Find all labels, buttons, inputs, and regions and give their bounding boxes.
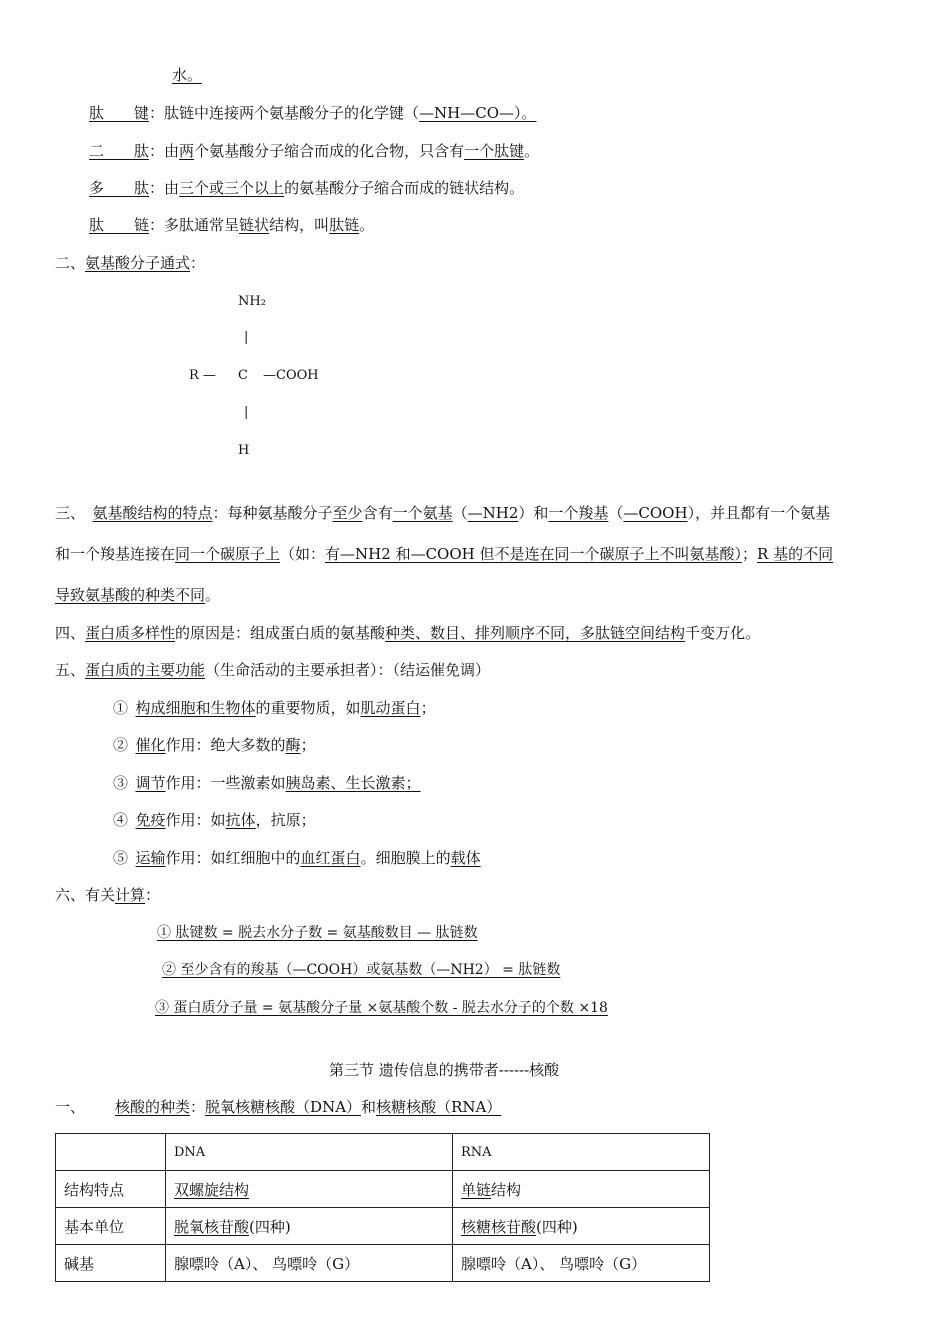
nucleic-acid-types: 一、 核酸的种类：脱氧核糖核酸（DNA）和核糖核酸（RNA） (55, 1098, 502, 1116)
def-taijian: 肽 键：肽链中连接两个氨基酸分子的化学键（—NH—CO—）。 (89, 104, 537, 122)
formula-r: R — (189, 368, 216, 383)
table-cell: 基本单位 (56, 1208, 166, 1245)
term: 肽 链 (89, 216, 150, 234)
def-tailian: 肽 链：多肽通常呈链状结构，叫肽链。 (89, 216, 375, 234)
def-duoti: 多 肽：由三个或三个以上的氨基酸分子缩合而成的链状结构。 (89, 179, 525, 197)
term: 肽 键 (89, 104, 150, 122)
section-title: 第三节 遗传信息的携带者------核酸 (329, 1061, 560, 1079)
formula-bond-top: | (244, 330, 249, 345)
table-cell: 结构特点 (56, 1171, 166, 1208)
section-3-line-2: 和一个羧基连接在同一个碳原子上（如：有—NH2 和—COOH 但不是连在同一个碳原子上不叫氨基酸）；R 基的不同 (55, 545, 834, 563)
function-item-4: ④ 免疫作用：如抗体，抗原； (113, 811, 316, 829)
formula-c: C (238, 368, 248, 383)
table-cell: RNA (453, 1134, 710, 1171)
formula-bond-bottom: | (244, 405, 249, 420)
function-item-5: ⑤ 运输作用：如红细胞中的血红蛋白。细胞膜上的载体 (113, 849, 481, 867)
term: 二 肽 (89, 142, 150, 160)
section-5-heading: 五、蛋白质的主要功能（生命活动的主要承担者）：（结运催免调） (55, 661, 491, 679)
function-item-2: ② 催化作用：绝大多数的酶； (113, 736, 316, 754)
table-cell: 核糖核苷酸(四种) (453, 1208, 710, 1245)
section-4: 四、蛋白质多样性的原因是：组成蛋白质的氨基酸种类、数目、排列顺序不同，多肽链空间结构千变万化。 (55, 624, 761, 642)
table-cell (56, 1134, 166, 1171)
formula-cooh: —COOH (263, 368, 319, 383)
formula-nh2: NH₂ (238, 294, 266, 309)
table-cell: 碱基 (56, 1245, 166, 1282)
table-cell: 单链结构 (453, 1171, 710, 1208)
section-6-heading: 六、有关计算： (55, 886, 161, 904)
table-header-row (56, 1134, 710, 1171)
formula-h: H (238, 443, 250, 458)
table-cell: DNA (166, 1134, 453, 1171)
table-cell: 腺嘌呤（A）、 鸟嘌呤（G） (453, 1245, 710, 1282)
table-row (56, 1171, 710, 1208)
calc-formula-1: ① 肽键数 = 脱去水分子数 = 氨基酸数目 — 肽链数 (157, 925, 478, 941)
function-item-3: ③ 调节作用：一些激素如胰岛素、生长激素； (113, 774, 421, 792)
table-cell: 腺嘌呤（A）、 鸟嘌呤（G） (166, 1245, 453, 1282)
dna-rna-table (55, 1133, 710, 1282)
def-erti: 二 肽：由两个氨基酸分子缩合而成的化合物，只含有一个肽键。 (89, 142, 540, 160)
table-cell: 双螺旋结构 (166, 1171, 453, 1208)
section-3-line-3: 导致氨基酸的种类不同。 (55, 586, 221, 604)
table-row (56, 1245, 710, 1282)
section-3-line-1: 三、 氨基酸结构的特点：每种氨基酸分子至少含有一个氨基（—NH2）和一个羧基（—COOH），并且都有一个氨基 (55, 504, 831, 522)
calc-formula-2: ② 至少含有的羧基（—COOH）或氨基数（—NH2） = 肽链数 (162, 962, 561, 978)
section-2-heading: 二、氨基酸分子通式： (55, 254, 206, 272)
table-cell: 脱氧核苷酸(四种) (166, 1208, 453, 1245)
calc-formula-3: ③ 蛋白质分子量 = 氨基酸分子量 ×氨基酸个数 - 脱去水分子的个数 ×18 (155, 1000, 608, 1016)
table-row (56, 1208, 710, 1245)
term: 多 肽 (89, 179, 150, 197)
function-item-1: ① 构成细胞和生物体的重要物质，如肌动蛋白； (113, 699, 436, 717)
continuation-line: 水。 (172, 66, 203, 84)
